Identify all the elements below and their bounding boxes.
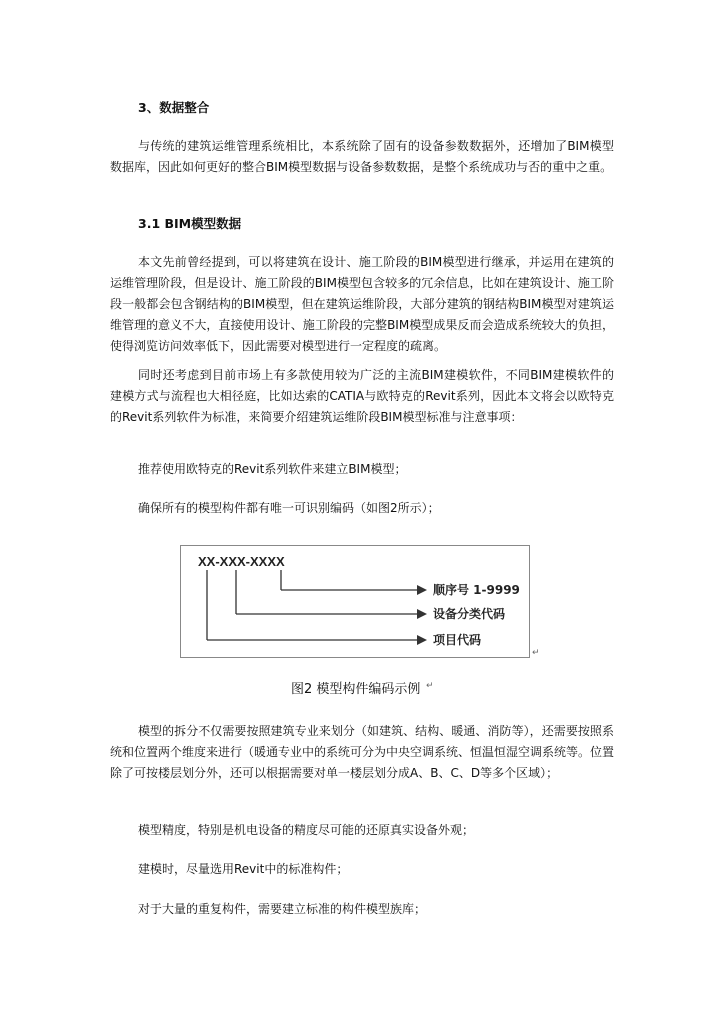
arrow-seq-icon	[417, 585, 427, 595]
subsection-title: 3.1 BIM模型数据	[138, 216, 242, 231]
paragraph-model-split: 模型的拆分不仅需要按照建筑专业来划分（如建筑、结构、暖通、消防等），还需要按照系统和位置两个维度来进行（暖通专业中的系统可分为中央空调系统、恒温恒湿空调系统等。位置除了可按楼层划分外，还可以根据需要对单一楼层划分成A、B、C、D等多个区域）；	[110, 724, 615, 780]
paragraph-inherit-models: 本文先前曾经提到，可以将建筑在设计、施工阶段的BIM模型进行继承，并运用在建筑的运维管理阶段，但是设计、施工阶段的BIM模型包含较多的冗余信息，比如在建筑设计、施工阶段一般都会包含钢结构的BIM模型，但在建筑运维阶段，大部分建筑的钢结构BIM模型对建筑运维管理的意义不大，直接使用设计、施工阶段的完整BIM模型成果反而会造成系统较大的负担，使得浏览访问效率低下，因此需要对模型进行一定程度的疏离。	[110, 255, 614, 353]
paragraph-software: 同时还考虑到目前市场上有多款使用较为广泛的主流BIM建模软件，不同BIM建模软件的建模方式与流程也大相径庭，比如达索的CATIA与欧特克的Revit系列，因此本文将会以欧特克的Revit系列软件为标准，来简要介绍建筑运维阶段BIM模型标准与注意事项：	[110, 368, 614, 424]
arrow-project-icon	[417, 635, 427, 645]
list-item-revit: 推荐使用欧特克的Revit系列软件来建立BIM模型；	[138, 462, 407, 476]
code-diagram-svg	[181, 546, 531, 659]
code-format-text: XX-XXX-XXXX	[198, 554, 285, 569]
list-item-family-library: 对于大量的重复构件，需要建立标准的构件模型族库；	[138, 902, 427, 916]
return-mark-caption: ↵	[426, 681, 434, 691]
label-project-code: 项目代码	[433, 633, 482, 647]
label-equipment-category: 设备分类代码	[433, 607, 506, 621]
figure-code-diagram	[180, 545, 530, 658]
list-item-standard-components: 建模时，尽量选用Revit中的标准构件；	[138, 862, 349, 876]
figure-caption: 图2 模型构件编码示例	[291, 682, 421, 697]
list-item-precision: 模型精度，特别是机电设备的精度尽可能的还原真实设备外观；	[138, 823, 475, 837]
section-title: 3、数据整合	[138, 100, 210, 115]
list-item-unique-code: 确保所有的模型构件都有唯一可识别编码（如图2所示）；	[138, 501, 440, 515]
label-sequence-number: 顺序号 1-9999	[433, 583, 520, 597]
paragraph-intro: 与传统的建筑运维管理系统相比，本系统除了固有的设备参数数据外，还增加了BIM模型数据库，因此如何更好的整合BIM模型数据与设备参数数据，是整个系统成功与否的重中之重。	[110, 139, 614, 174]
arrow-category-icon	[417, 609, 427, 619]
return-mark-figure: ↵	[532, 648, 540, 658]
